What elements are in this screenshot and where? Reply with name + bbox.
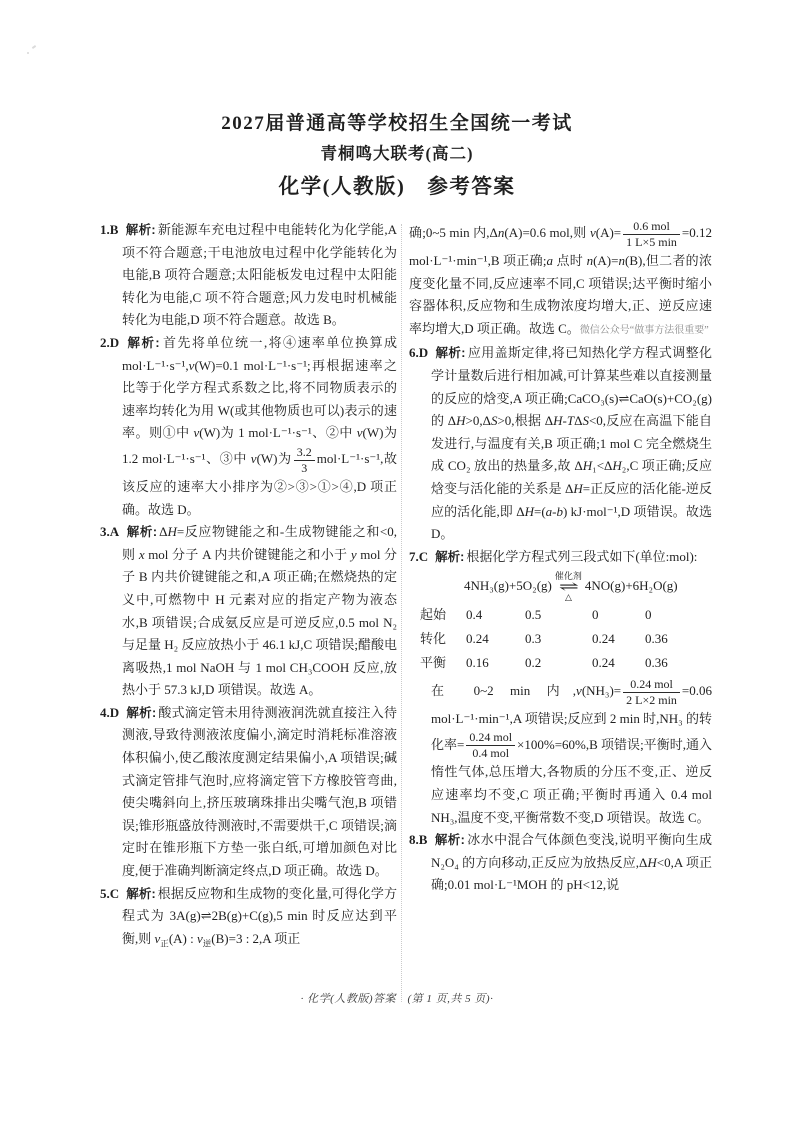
table-cell: 0.24 xyxy=(592,630,615,646)
equation-right: 4NO(g)+6H₂O(g) xyxy=(584,578,678,594)
answer-number-choice: 8.B xyxy=(409,832,428,848)
answer-item-5-continuation xyxy=(409,219,712,342)
analysis-text: 在 0~2 min 内,v(NH₃)= $\frac{\text{0.24 mol}}{2 L\times 2 \min}$ =0.06 mol·L⁻¹·min⁻¹,A 项错误;反应到 2 min 时,NH₃ 的转化率= $\frac{\text{0.24 mol}}{\text{0.4 mol}}$ ×100%=60%,B 项错误;平衡时,通入惰性气体,总压增大,各物质的分压不变,正、逆反应速率均不变,C 项正确;平衡时再通入 0.4 mol NH₃,温度不变,平衡常数不变,D 项错误。故选 C。 xyxy=(431,676,712,825)
table-cell: 0.5 xyxy=(525,606,542,622)
analysis-text: 新能源车充电过程中电能转化为化学能,A 项不符合题意;干电池放电过程中化学能转化为电能,B 项符合题意;太阳能板发电过程中太阳能转化为电能,C 项不符合题意;风力发电时机械能转化为电能,D 项不符合题意。故选 B。 xyxy=(122,222,397,328)
analysis-label: 解析: xyxy=(434,833,465,848)
analysis-text: 冰水中混合气体颜色变浅,说明平衡向生成 N₂O₄ 的方向移动,正反应为放热反应,ΔH<0,A 项正确;0.01 mol·L⁻¹MOH 的 pH<12,说 xyxy=(431,832,712,893)
table-cell: 0.36 xyxy=(645,630,668,646)
delta-heat-icon: △ xyxy=(564,591,572,602)
analysis-text: 首先将单位统一,将④速率单位换算成 mol·L⁻¹·s⁻¹,v(W)=0.1 mol·L⁻¹·s⁻¹;再根据速率之比等于化学方程式系数之比,将不同物质表示的速率均转化为用 W(或其他物质也可以)表示的速率。则①中 v(W)为 1 mol·L⁻¹·s⁻¹、②中 v(W)为 1.2 mol·L⁻¹·s⁻¹、③中 v(W)为 $\frac{3.2}{3}$ mol·L⁻¹·s⁻¹,故该反应的速率大小排序为②>③>①>④,D 项正确。故选 D。 xyxy=(122,334,397,517)
table-cell: 0.36 xyxy=(645,654,668,670)
table-cell: 0.2 xyxy=(525,654,542,670)
answer-number-choice: 6.D xyxy=(409,345,429,361)
analysis-label: 解析: xyxy=(435,549,465,564)
answer-number-choice: 4.D xyxy=(100,704,120,720)
analysis-label: 解析: xyxy=(126,335,160,350)
analysis-text: 根据化学方程式列三段式如下(单位:mol): xyxy=(466,548,698,564)
three-line-values xyxy=(420,603,712,675)
catalyst-equilibrium-arrow-icon xyxy=(555,572,582,603)
catalyst-label: 催化剂 xyxy=(554,570,582,581)
table-cell: 0.24 xyxy=(466,630,489,646)
row-label: 平衡 xyxy=(420,654,447,670)
analysis-text: 酸式滴定管未用待测液润洗就直接注入待测液,导致待测液浓度偏小,滴定时消耗标准溶液体积偏小,使乙酸浓度测定结果偏小,A 项错误;碱式滴定管排气泡时,应将滴定管下方橡胶管弯曲,使尖嘴斜向上,挤压玻璃珠排出尖嘴气泡,B 项错误;锥形瓶盛放待测液时,不需要烘干,C 项错误;滴定时在锥形瓶下方垫一张白纸,可增加颜色对比度,便于准确判断滴定终点,D 项正确。故选 D。 xyxy=(122,704,397,879)
analysis-label: 解析: xyxy=(125,223,156,237)
answer-item-5 xyxy=(100,883,397,955)
analysis-text: 确;0~5 min 内,Δn(A)=0.6 mol,则 v(A)= $\frac{\text{0.6 mol}}{1 L\times 5 \min}$ =0.12 mol·L⁻¹·min⁻¹,B 项正确;a 点时 n(A)=n(B),但二者的浓度变化量不同,反应速率不同,C 项错误;达平衡时缩小容器体积,反应物和生成物浓度均增大,正、逆反应速率均增大,D 项正确。故选 C。微信公众号“做事方法很重要” xyxy=(409,219,712,336)
table-cell: 0.4 xyxy=(466,606,483,622)
page-footer xyxy=(0,990,794,1006)
exam-title: 2027届普通高等学校招生全国统一考试 xyxy=(221,113,573,134)
analysis-label: 解析: xyxy=(126,705,157,720)
answer-number-choice: 5.C xyxy=(100,885,120,901)
scan-artifact-mark xyxy=(27,46,36,56)
answer-number-choice: 7.C xyxy=(409,548,429,564)
page-header xyxy=(0,112,794,200)
table-cell: 0.24 xyxy=(592,654,615,670)
paper-title: 化学(人教版) 参考答案 xyxy=(278,176,516,198)
equation-row xyxy=(464,571,712,603)
analysis-text: ΔH=反应物键能之和-生成物键能之和<0,则 x mol 分子 A 内共价键键能之和小于 y mol 分子 B 内共价键键能之和,A 项正确;在燃烧热的定义中,可燃物中 H 元素对应的指定产物为液态水,B 项错误;合成氨反应是可逆反应,0.5 mol N₂ 与足量 H₂ 反应放热小于 46.1 kJ,C 项错误;醋酸电离吸热,1 mol NaOH 与 1 mol CH₃COOH 反应,放热小于 57.3 kJ,D 项错误。故选 A。 xyxy=(122,524,397,698)
footer-text: · 化学(人教版)答案 (第 1 页,共 5 页)· xyxy=(300,993,494,1005)
three-line-table xyxy=(420,571,712,675)
row-label: 转化 xyxy=(420,630,447,646)
answer-number-choice: 2.D xyxy=(100,334,120,350)
exam-subtitle: 青桐鸣大联考(高二) xyxy=(320,144,474,163)
answer-item-2 xyxy=(100,332,397,521)
answer-item-1 xyxy=(100,219,397,332)
equilibrium-arrow-icon: ⇌ xyxy=(558,579,579,595)
answer-item-4 xyxy=(100,702,397,883)
table-cell: 0.3 xyxy=(525,630,542,646)
analysis-label: 解析: xyxy=(126,525,158,540)
answer-item-6 xyxy=(409,342,712,545)
table-cell: 0.16 xyxy=(466,654,489,670)
table-cell: 0 xyxy=(592,606,599,622)
answer-number-choice: 3.A xyxy=(100,524,120,540)
right-column xyxy=(409,219,712,1001)
answer-number-choice: 1.B xyxy=(100,222,119,237)
column-divider xyxy=(401,224,402,1002)
answer-item-8 xyxy=(409,829,712,897)
answer-item-3 xyxy=(100,521,397,702)
analysis-text: 根据反应物和生成物的变化量,可得化学方程式为 3A(g)⇌2B(g)+C(g),5 min 时反应达到平衡,则 $v_正(A)$ : $v_逆(B)=3$ : 2,A 项正 xyxy=(122,885,397,949)
left-column xyxy=(100,219,397,1001)
analysis-text: 应用盖斯定律,将已知热化学方程式调整化学计量数后进行相加减,可计算某些难以直接测量的反应的焓变,A 项正确;CaCO₃(s)⇌CaO(s)+CO₂(g) 的 ΔH>0,ΔS>0,根据 ΔH-TΔS<0,反应在高温下能自发进行,与温度有关,B 项正确;1 mol C 完全燃烧生成 CO₂ 放出的热量多,故 ΔH₁<ΔH₂,C 项正确;反应焓变与活化能的关系是 ΔH=正反应的活化能-逆反应的活化能,即 ΔH=(a-b) kJ·mol⁻¹,D 项错误。故选 D。 xyxy=(431,345,712,542)
equation-left: 4NH₃(g)+5O₂(g) xyxy=(464,578,552,594)
row-label: 起始 xyxy=(420,606,447,622)
analysis-label: 解析: xyxy=(435,346,466,361)
table-cell: 0 xyxy=(645,606,652,622)
answer-item-7 xyxy=(409,546,712,829)
analysis-label: 解析: xyxy=(126,886,156,901)
